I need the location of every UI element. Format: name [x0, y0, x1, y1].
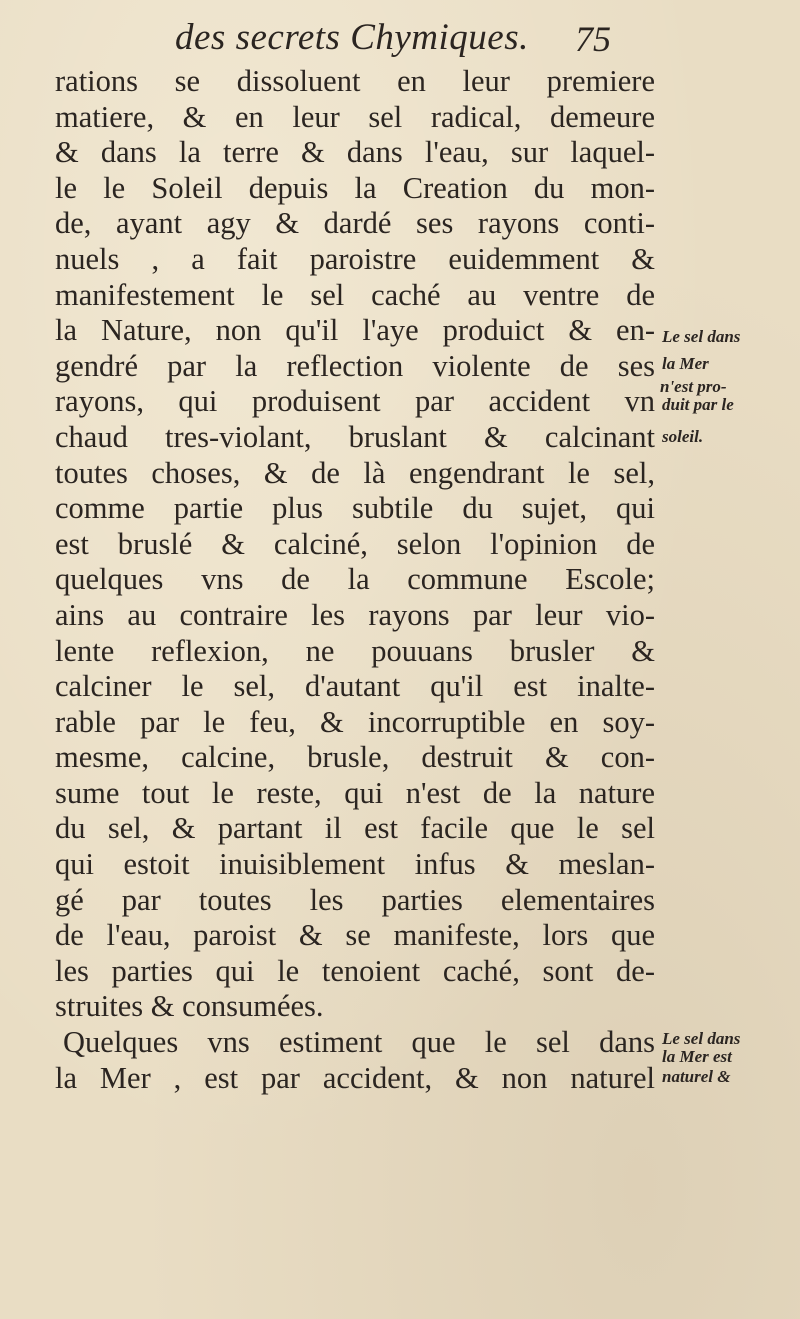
margin-note: soleil. [662, 427, 704, 446]
text-line: nuels , a fait paroistre euidemment & [55, 241, 655, 276]
text-line: lente reflexion, ne pouuans brusler & [55, 633, 655, 668]
text-line: quelques vns de la commune Escole; [55, 562, 655, 597]
text-line: est bruslé & calciné, selon l'opinion de [55, 526, 655, 561]
margin-note: n'est pro- [660, 377, 727, 396]
text-line: comme partie plus subtile du sujet, qui [55, 491, 655, 526]
page-number: 75 [575, 19, 611, 59]
body-text [55, 64, 655, 1096]
text-line: gé par toutes les parties elementaires [55, 882, 655, 917]
text-line: manifestement le sel caché au ventre de [55, 277, 655, 312]
text-line: qui estoit inuisiblement infus & meslan- [55, 847, 655, 882]
text-line: rable par le feu, & incorruptible en soy- [55, 704, 655, 739]
margin-note: duit par le [662, 395, 734, 414]
text-line: de, ayant agy & dardé ses rayons conti- [55, 206, 655, 241]
text-line: mesme, calcine, brusle, destruit & con- [55, 740, 655, 775]
running-head: des secrets Chymiques. [175, 17, 529, 58]
page-header [0, 14, 800, 64]
text-line: struites & consumées. [55, 989, 324, 1024]
margin-note: naturel & [662, 1067, 731, 1086]
text-line: chaud tres-violant, bruslant & calcinant [55, 419, 655, 454]
text-line: les parties qui le tenoient caché, sont de- [55, 953, 655, 988]
text-line: rayons, qui produisent par accident vn [55, 384, 655, 419]
text-line: la Nature, non qu'il l'aye produict & en- [55, 313, 655, 348]
text-line: ains au contraire les rayons par leur vio- [55, 597, 655, 632]
text-line: sume tout le reste, qui n'est de la nature [55, 775, 655, 810]
margin-note: Le sel dans [662, 327, 741, 346]
margin-note: Le sel dans [662, 1029, 741, 1048]
text-line: du sel, & partant il est facile que le sel [55, 811, 655, 846]
text-line: le le Soleil depuis la Creation du mon- [55, 170, 655, 205]
text-line: la Mer , est par accident, & non naturel [55, 1060, 655, 1095]
text-line: calciner le sel, d'autant qu'il est inalte- [55, 669, 655, 704]
text-line: rations se dissoluent en leur premiere [55, 64, 655, 98]
text-line: de l'eau, paroist & se manifeste, lors que [55, 918, 655, 953]
text-line: & dans la terre & dans l'eau, sur laquel- [55, 135, 655, 170]
text-line: gendré par la reflection violente de ses [55, 348, 655, 383]
text-line: toutes choses, & de là engendrant le sel, [55, 455, 655, 490]
margin-note: la Mer est [662, 1047, 732, 1066]
margin-note: la Mer [662, 354, 709, 373]
text-line: Quelques vns estiment que le sel dans [63, 1025, 655, 1060]
text-line: matiere, & en leur sel radical, demeure [55, 99, 655, 134]
